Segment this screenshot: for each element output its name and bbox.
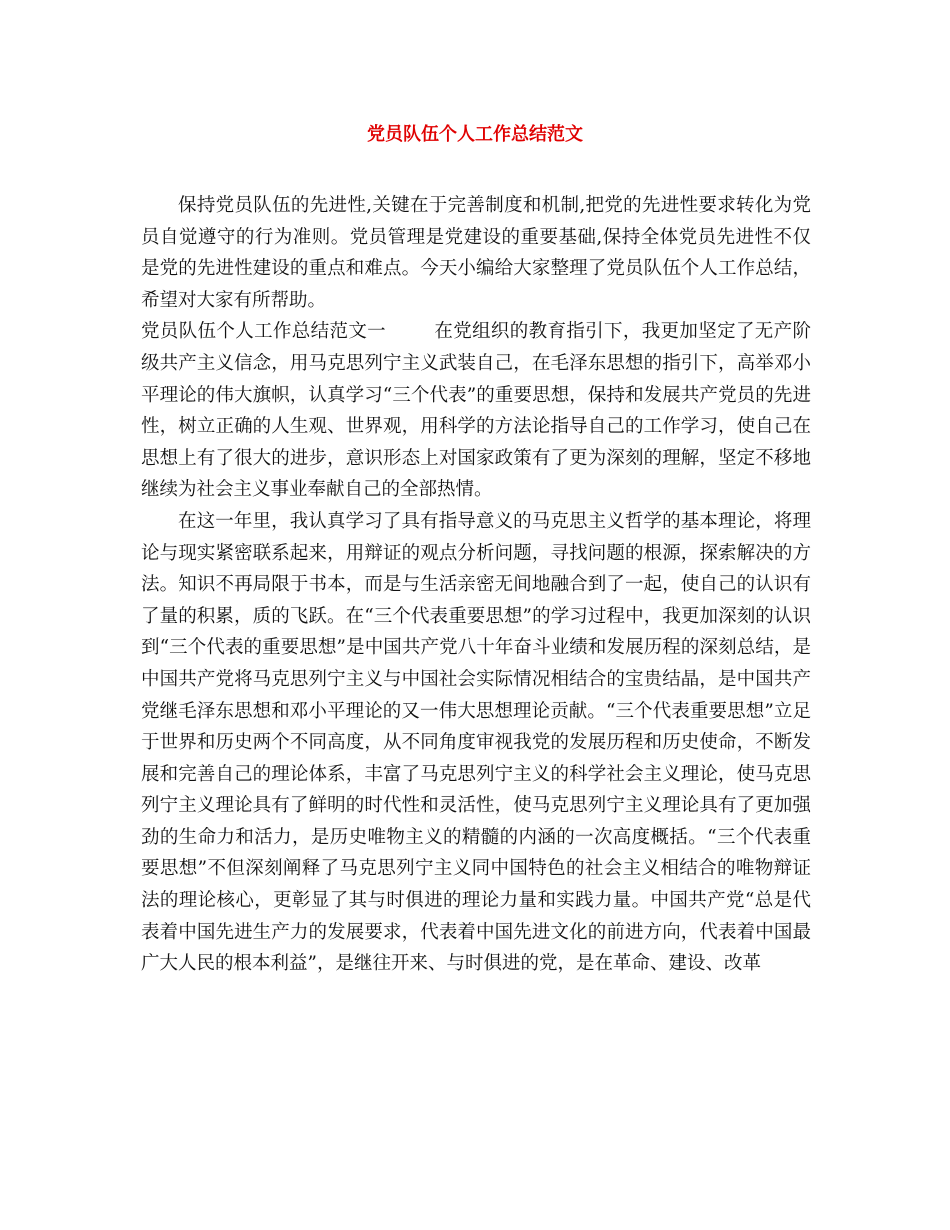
document-title: 党员队伍个人工作总结范文 (367, 124, 583, 145)
document-body (141, 190, 811, 980)
section-paragraph (141, 316, 811, 506)
section-title: 党员队伍个人工作总结范文一 (141, 321, 387, 343)
body-paragraph-2: 在这一年里，我认真学习了具有指导意义的马克思主义哲学的基本理论，将理论与现实紧密联系起来，用辩证的观点分析问题，寻找问题的根源，探索解决的方法。知识不再局限于书本，而是与生活亲密无间地融合到了一起，使自己的认识有了量的积累，质的飞跃。在“三个代表重要思想”的学习过程中，我更加深刻的认识到“三个代表的重要思想”是中国共产党八十年奋斗业绩和发展历程的深刻总结，是中国共产党将马克思列宁主义与中国社会实际情况相结合的宝贵结晶，是中国共产党继毛泽东思想和邓小平理论的又一伟大思想理论贡献。“三个代表重要思想”立足于世界和历史两个不同高度，从不同角度审视我党的发展历程和历史使命，不断发展和完善自己的理论体系，丰富了马克思列宁主义的科学社会主义理论，使马克思列宁主义理论具有了鲜明的时代性和灵活性，使马克思列宁主义理论具有了更加强劲的生命力和活力，是历史唯物主义的精髓的内涵的一次高度概括。“三个代表重要思想”不但深刻阐释了马克思列宁主义同中国特色的社会主义相结合的唯物辩证法的理论核心，更彰显了其与时俱进的理论力量和实践力量。中国共产党“总是代表着中国先进生产力的发展要求，代表着中国先进文化的前进方向，代表着中国最广大人民的根本利益”，是继往开来、与时俱进的党，是在革命、建设、改革 (141, 510, 811, 975)
section-lead-text: 在党组织的教育指引下，我更加坚定了无产阶级共产主义信念，用马克思列宁主义武装自己，在毛泽东思想的指引下，高举邓小平理论的伟大旗帜，认真学习“三个代表”的重要思想，保持和发展共产党员的先进性，树立正确的人生观、世界观，用科学的方法论指导自己的工作学习，使自己在思想上有了很大的进步，意识形态上对国家政策有了更为深刻的理解，坚定不移地继续为社会主义事业奉献自己的全部热情。 (141, 321, 811, 501)
intro-paragraph: 保持党员队伍的先进性,关键在于完善制度和机制,把党的先进性要求转化为党员自觉遵守的行为准则。党员管理是党建设的重要基础,保持全体党员先进性不仅是党的先进性建设的重点和难点。今天小编给大家整理了党员队伍个人工作总结，希望对大家有所帮助。 (141, 195, 811, 311)
